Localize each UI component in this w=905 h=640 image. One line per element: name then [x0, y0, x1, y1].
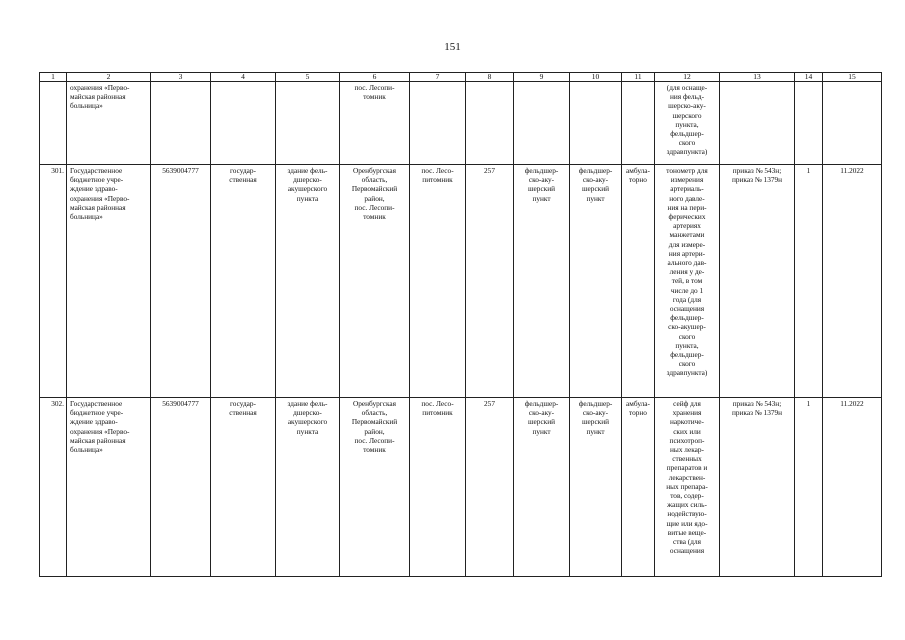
- delivery-date-cell: 11.2022: [823, 165, 882, 398]
- column-number-row: [40, 73, 882, 82]
- population-cell: 257: [466, 165, 514, 398]
- column-number: 7: [410, 73, 466, 82]
- population-cell: 257: [466, 398, 514, 577]
- inn-cell: [151, 82, 211, 165]
- ownership-form-cell: государ- ственная: [211, 165, 276, 398]
- unit-type-cell: фельдшер- ско-аку- шерский пункт: [514, 398, 570, 577]
- row-number-cell: 302.: [40, 398, 67, 577]
- table-row: [40, 398, 882, 577]
- delivery-date-cell: 11.2022: [823, 398, 882, 577]
- column-number: 15: [823, 73, 882, 82]
- regulation-orders-cell: [720, 82, 795, 165]
- unit-type-cell: [514, 82, 570, 165]
- column-number: 11: [622, 73, 655, 82]
- column-number: 12: [655, 73, 720, 82]
- ownership-form-cell: государ- ственная: [211, 398, 276, 577]
- unit-subtype-cell: [570, 82, 622, 165]
- ownership-form-cell: [211, 82, 276, 165]
- column-number: 2: [67, 73, 151, 82]
- column-number: 10: [570, 73, 622, 82]
- institution-name-cell: Государственное бюджетное учре- ждение здраво- охранения «Перво- майская районная больница»: [67, 398, 151, 577]
- equipment-table: [39, 72, 882, 577]
- address-cell: Оренбургская область, Первомайский район, пос. Лесопи- томник: [340, 165, 410, 398]
- inn-cell: 5639004777: [151, 398, 211, 577]
- quantity-cell: [795, 82, 823, 165]
- equipment-name-cell: сейф для хранения наркотиче- ских или психотроп- ных лекар- ственных препаратов и лекарствен- ных препара- тов, содер- жащих силь- нодействую- щие или ядо- витые веще- ства (для оснащения: [655, 398, 720, 577]
- care-mode-cell: амбула- торно: [622, 398, 655, 577]
- unit-type-cell: фельдшер- ско-аку- шерский пункт: [514, 165, 570, 398]
- address-cell: Оренбургская область, Первомайский район, пос. Лесопи- томник: [340, 398, 410, 577]
- quantity-cell: 1: [795, 165, 823, 398]
- unit-subtype-cell: фельдшер- ско-аку- шерский пункт: [570, 165, 622, 398]
- settlement-cell: пос. Лесо- питомник: [410, 165, 466, 398]
- care-mode-cell: [622, 82, 655, 165]
- regulation-orders-cell: приказ № 543н; приказ № 1379н: [720, 165, 795, 398]
- column-number: 9: [514, 73, 570, 82]
- column-number: 6: [340, 73, 410, 82]
- equipment-name-cell: тонометр для измерения артериаль- ного давле- ния на пери- ферических артериях манжетами для измере- ния артери- ального дав- ления у де- тей, в том числе до 1 года (для оснащения фельдшер- ско-акушер- ского пункта, фельдшер- ского здравпункта): [655, 165, 720, 398]
- column-number: 1: [40, 73, 67, 82]
- column-number: 8: [466, 73, 514, 82]
- row-number-cell: [40, 82, 67, 165]
- quantity-cell: 1: [795, 398, 823, 577]
- column-number: 3: [151, 73, 211, 82]
- row-number-cell: 301.: [40, 165, 67, 398]
- population-cell: [466, 82, 514, 165]
- building-type-cell: [276, 82, 340, 165]
- unit-subtype-cell: фельдшер- ско-аку- шерский пункт: [570, 398, 622, 577]
- column-number: 14: [795, 73, 823, 82]
- inn-cell: 5639004777: [151, 165, 211, 398]
- column-number: 5: [276, 73, 340, 82]
- address-cell: пос. Лесопи- томник: [340, 82, 410, 165]
- institution-name-cell: охранения «Перво- майская районная больница»: [67, 82, 151, 165]
- delivery-date-cell: [823, 82, 882, 165]
- care-mode-cell: амбула- торно: [622, 165, 655, 398]
- table-row: [40, 165, 882, 398]
- column-number: 13: [720, 73, 795, 82]
- building-type-cell: здание фель- дшерско- акушерского пункта: [276, 165, 340, 398]
- page-number: 151: [444, 41, 461, 53]
- equipment-name-cell: (для оснаще- ния фельд- шерско-аку- шерского пункта, фельдшер- ского здравпункта): [655, 82, 720, 165]
- institution-name-cell: Государственное бюджетное учре- ждение здраво- охранения «Перво- майская районная больница»: [67, 165, 151, 398]
- table-row: [40, 82, 882, 165]
- settlement-cell: [410, 82, 466, 165]
- column-number: 4: [211, 73, 276, 82]
- settlement-cell: пос. Лесо- питомник: [410, 398, 466, 577]
- building-type-cell: здание фель- дшерско- акушерского пункта: [276, 398, 340, 577]
- regulation-orders-cell: приказ № 543н; приказ № 1379н: [720, 398, 795, 577]
